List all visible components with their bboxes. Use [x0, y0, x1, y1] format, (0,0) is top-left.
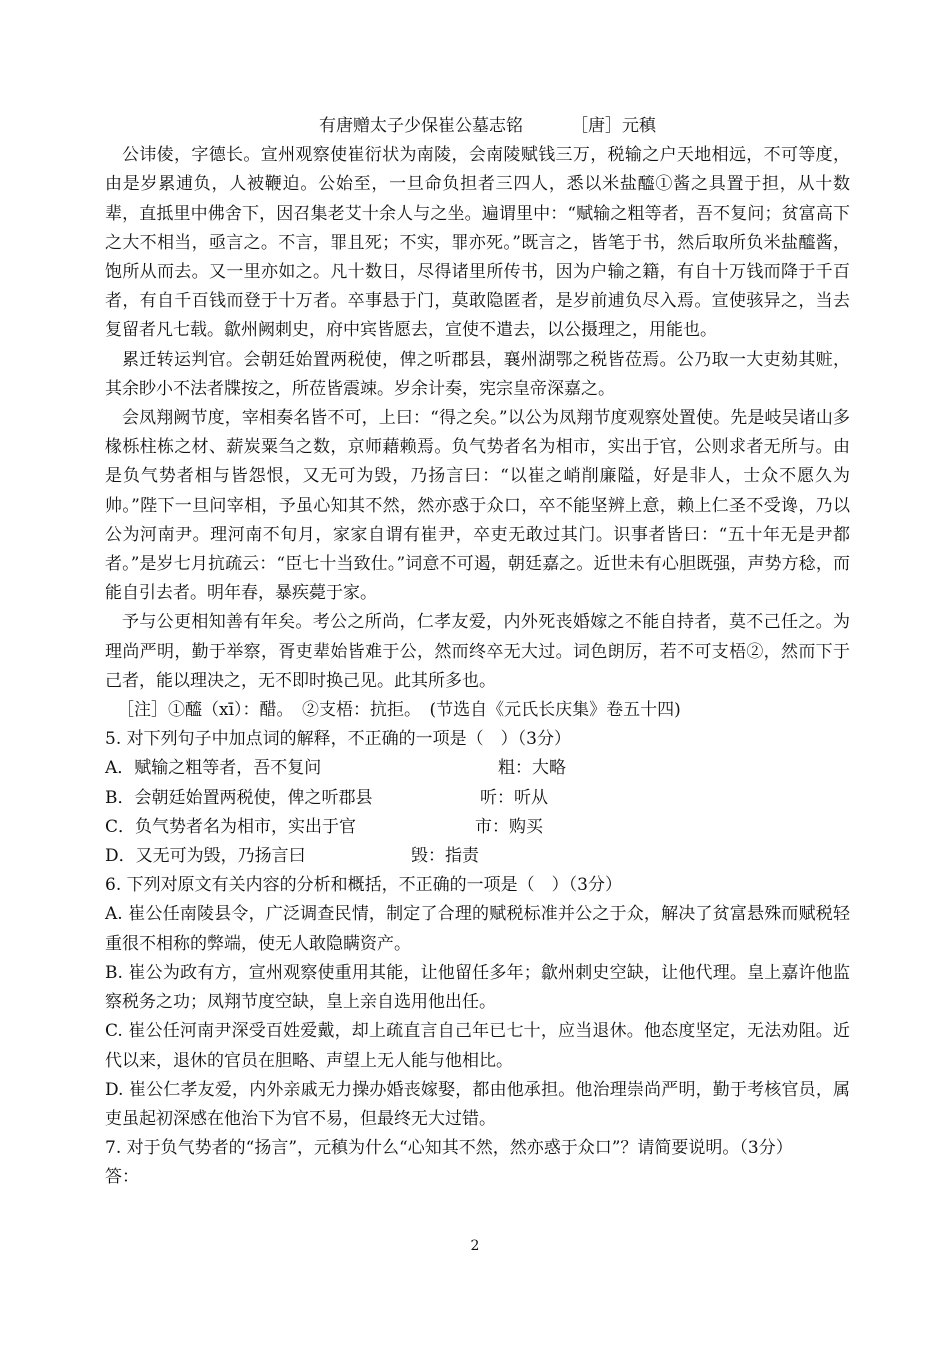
answer-label: 答：	[105, 1167, 139, 1188]
document-page	[105, 112, 850, 1193]
paragraph-4: 予与公更相知善有年矣。考公之所尚，仁孝友爱，内外死丧婚嫁之不能自持者，莫不己任之。为理尚严明，勤于举察，胥吏辈始皆难于公，然而终卒无大过。词色朗厉，若不可支梧②，然而下于己者，能以理决之，无不即时换己见。此其所多也。	[105, 612, 850, 691]
question-6-stem: 6. 下列对原文有关内容的分析和概括，不正确的一项是（ ）（3分）	[105, 875, 622, 896]
paragraph-3: 会凤翔阙节度，宰相奏名皆不可，上曰：“得之矣。”以公为凤翔节度观察处置使。先是岐吴诸山多椽栎柱栋之材、薪炭粟刍之数，京师藉赖焉。负气势者名为相市，实出于官，公则求者无所与。由是负气势者相与皆怨恨，又无可为毁，乃扬言曰：“以崔之峭削廉隘，好是非人，士众不愿久为帅。”陛下一旦问宰相，予虽心知其不然，然亦惑于众口，卒不能坚辨上意，赖上仁圣不受谗，乃以公为河南尹。理河南不旬月，家家自谓有崔尹，卒吏无敢过其门。识事者皆曰：“五十年无是尹都者。”是岁七月抗疏云：“臣七十当致仕。”词意不可遏，朝廷嘉之。近世未有心胆既强，声势方稔，而能自引去者。明年春，暴疾薨于家。	[105, 408, 850, 604]
question-5-stem: 5. 对下列句子中加点词的解释，不正确的一项是（ ）（3分）	[105, 729, 571, 750]
q5-option-label: D．又无可为毁，乃扬言曰	[105, 846, 306, 867]
question-7-stem: 7. 对于负气势者的“扬言”，元稹为什么“心知其不然，然亦惑于众口”？请简要说明。（3分）	[105, 1138, 793, 1159]
q5-option-a	[105, 754, 850, 783]
q5-option-gloss: 听：听从	[480, 787, 548, 808]
q6-option-c: C. 崔公任河南尹深受百姓爱戴，却上疏直言自己年已七十，应当退休。他态度坚定，无法劝阻。近代以来，退休的官员在胆略、声望上无人能与他相比。	[105, 1021, 850, 1071]
title-name: 有唐赠太子少保崔公墓志铭	[319, 116, 523, 136]
paragraph-1: 公讳倰，字德长。宣州观察使崔衍状为南陵，会南陵赋钱三万，税输之户天地相远，不可等度，由是岁累逋负，人被鞭迫。公始至，一旦命负担者三四人，悉以米盐醯①酱之具置于担，从十数辈，直抵里中佛舍下，因召集老艾十余人与之坐。遍谓里中：“赋输之粗等者，吾不复问；贫富高下之大不相当，亟言之。不言，罪且死；不实，罪亦死。”既言之，皆笔于书，然后取所负米盐醯酱，饱所从而去。又一里亦如之。凡十数日，尽得诸里所传书，因为户输之籍，有自十万钱而降于千百者，有自千百钱而登于十万者。卒事悬于门，莫敢隐匿者，是岁前逋负尽入焉。宣使骇异之，当去复留者凡七载。歙州阙刺史，府中宾皆愿去，宣使不遣去，以公摄理之，用能也。	[105, 145, 850, 341]
article-title	[105, 112, 850, 141]
q5-option-label: A．赋输之粗等者，吾不复问	[105, 758, 322, 779]
q5-option-d	[105, 842, 850, 871]
page-number: 2	[470, 1238, 480, 1254]
paragraph-2: 累迁转运判官。会朝廷始置两税使，俾之听郡县，襄州湖鄂之税皆莅焉。公乃取一大吏劾其赃，其余眇小不法者牒按之，所莅皆震竦。岁余计奏，宪宗皇帝深嘉之。	[105, 349, 850, 399]
q6-option-d: D. 崔公仁孝友爱，内外亲戚无力操办婚丧嫁娶，都由他承担。他治理崇尚严明，勤于考核官员，属吏虽起初深感在他治下为官不易，但最终无大过错。	[105, 1079, 850, 1129]
q6-option-b: B. 崔公为政有方，宣州观察使重用其能，让他留任多年；歙州刺史空缺，让他代理。皇上嘉许他监察税务之功；凤翔节度空缺，皇上亲自选用他出任。	[105, 962, 850, 1013]
q5-option-b	[105, 784, 850, 813]
q5-option-gloss: 毁：指责	[411, 846, 479, 867]
q6-option-a: A. 崔公任南陵县令，广泛调查民情，制定了合理的赋税标准并公之于众，解决了贫富悬殊而赋税轻重很不相称的弊端，使无人敢隐瞒资产。	[105, 904, 850, 954]
q5-option-label: C．负气势者名为相市，实出于官	[105, 816, 357, 837]
q5-option-c	[105, 813, 850, 842]
annotation-note: ［注］①醯（xī）：醋。 ②支梧：抗拒。 (节选自《元氏长庆集》卷五十四)	[117, 700, 681, 721]
q5-option-label: B．会朝廷始置两税使，俾之听郡县	[105, 787, 373, 808]
title-author: ［唐］元稹	[571, 116, 656, 136]
q5-option-gloss: 市：购买	[475, 816, 543, 837]
q5-option-gloss: 粗：大略	[498, 758, 566, 779]
